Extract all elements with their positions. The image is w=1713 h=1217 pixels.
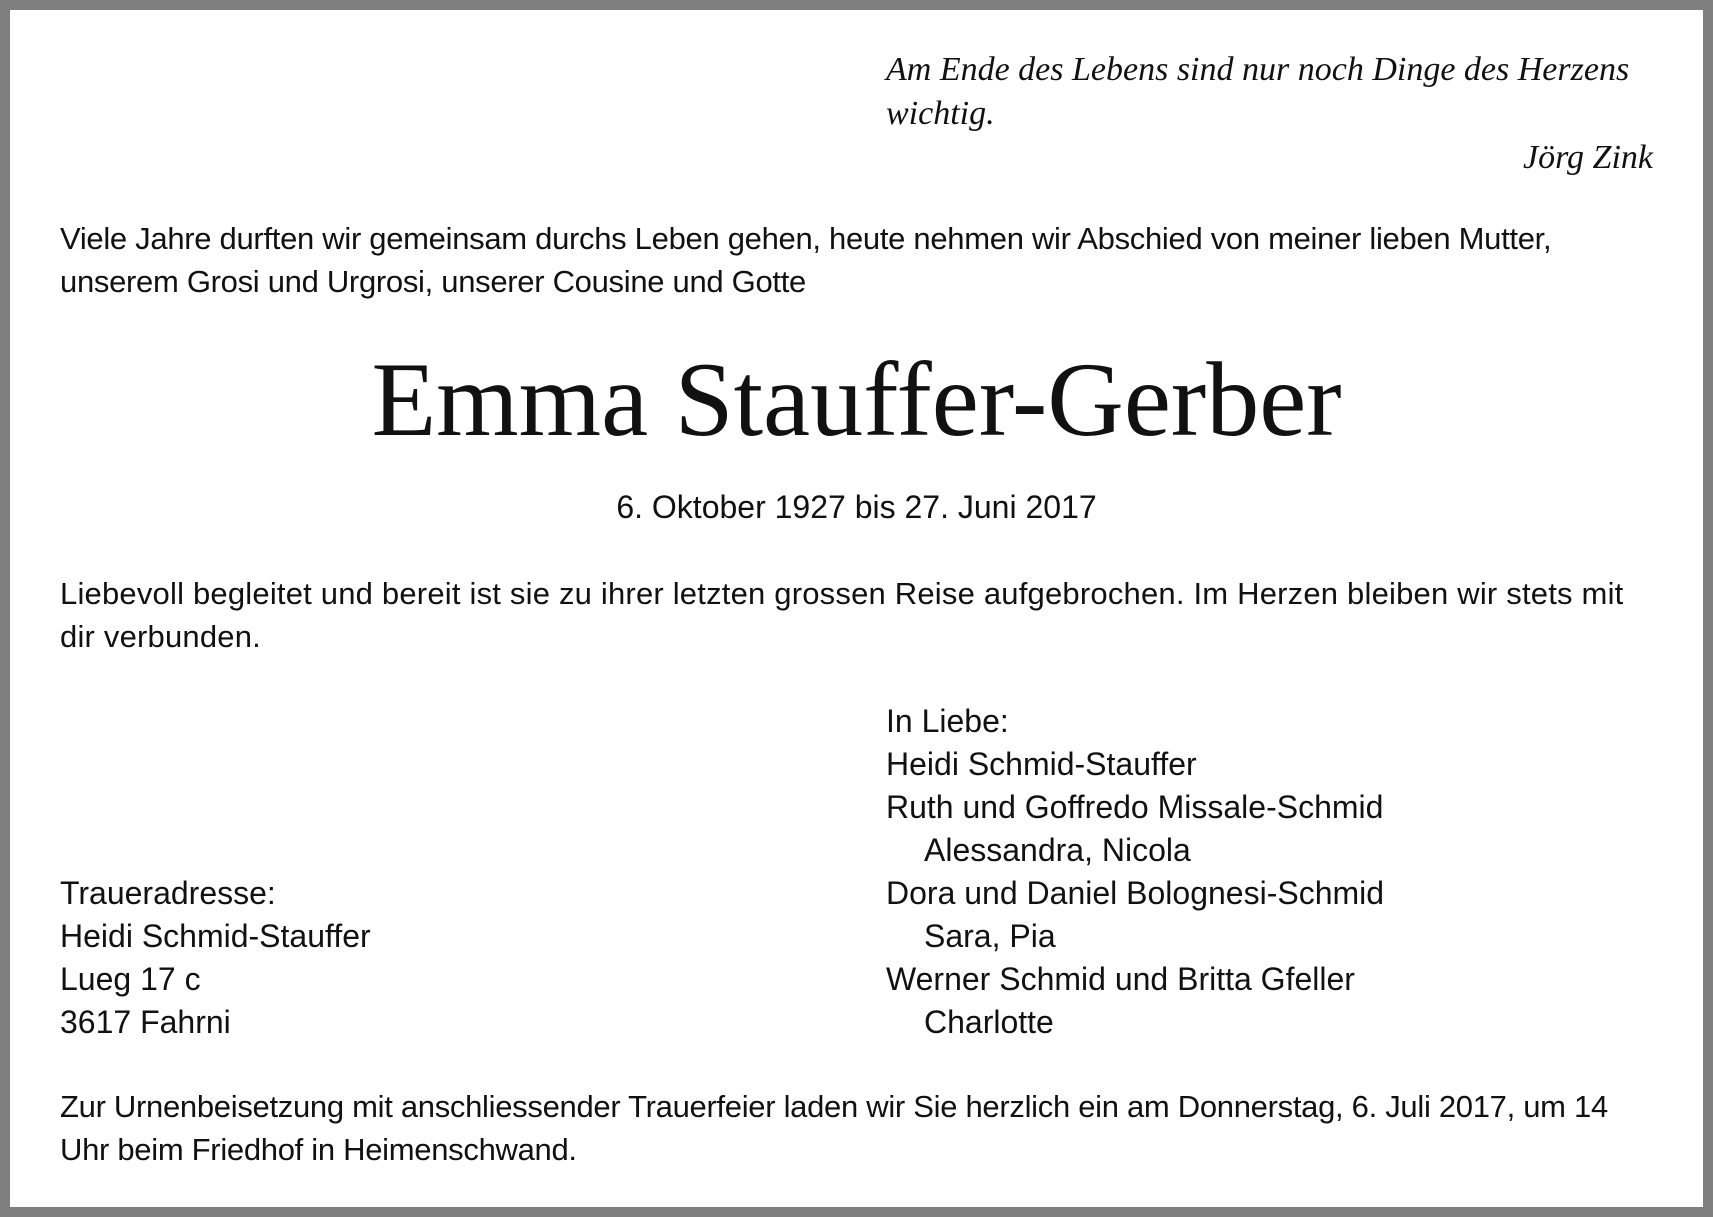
mourning-address: [60, 872, 660, 1044]
farewell-text: Liebevoll begleitet und bereit ist sie zu ihrer letzten grossen Reise aufgebrochen. Im Herzen bleiben wir stets mit dir verbunden.: [60, 576, 1624, 654]
family-list: [886, 700, 1666, 1044]
quote-block: [886, 48, 1653, 180]
intro-text: Viele Jahre durften wir gemeinsam durchs Leben gehen, heute nehmen wir Abschied von meiner lieben Mutter, unserem Grosi und Urgrosi, unserer Cousine und Gotte: [60, 221, 1552, 299]
address-label: Traueradresse:: [60, 875, 276, 911]
family-member: Ruth und Goffredo Missale-Schmid: [886, 789, 1384, 825]
family-member-children: Sara, Pia: [924, 918, 1056, 954]
family-member-children: Alessandra, Nicola: [924, 832, 1191, 868]
family-member-children: Charlotte: [924, 1004, 1054, 1040]
life-dates: 6. Oktober 1927 bis 27. Juni 2017: [616, 489, 1097, 525]
ceremony-invitation: Zur Urnenbeisetzung mit anschliessender Trauerfeier laden wir Sie herzlich ein am Donnerstag, 6. Juli 2017, um 14 Uhr beim Friedhof in Heimenschwand.: [60, 1089, 1608, 1167]
family-label: In Liebe:: [886, 703, 1009, 739]
quote-author: Jörg Zink: [1522, 139, 1653, 176]
obituary-notice: [10, 10, 1703, 1207]
family-member: Heidi Schmid-Stauffer: [886, 746, 1197, 782]
address-street: Lueg 17 c: [60, 961, 201, 997]
quote-text: Am Ende des Lebens sind nur noch Dinge des Herzens wichtig.: [886, 51, 1630, 132]
family-member: Dora und Daniel Bolognesi-Schmid: [886, 875, 1385, 911]
address-name: Heidi Schmid-Stauffer: [60, 918, 371, 954]
address-city: 3617 Fahrni: [60, 1004, 231, 1040]
deceased-name: Emma Stauffer-Gerber: [371, 341, 1342, 458]
family-member: Werner Schmid und Britta Gfeller: [886, 961, 1355, 997]
